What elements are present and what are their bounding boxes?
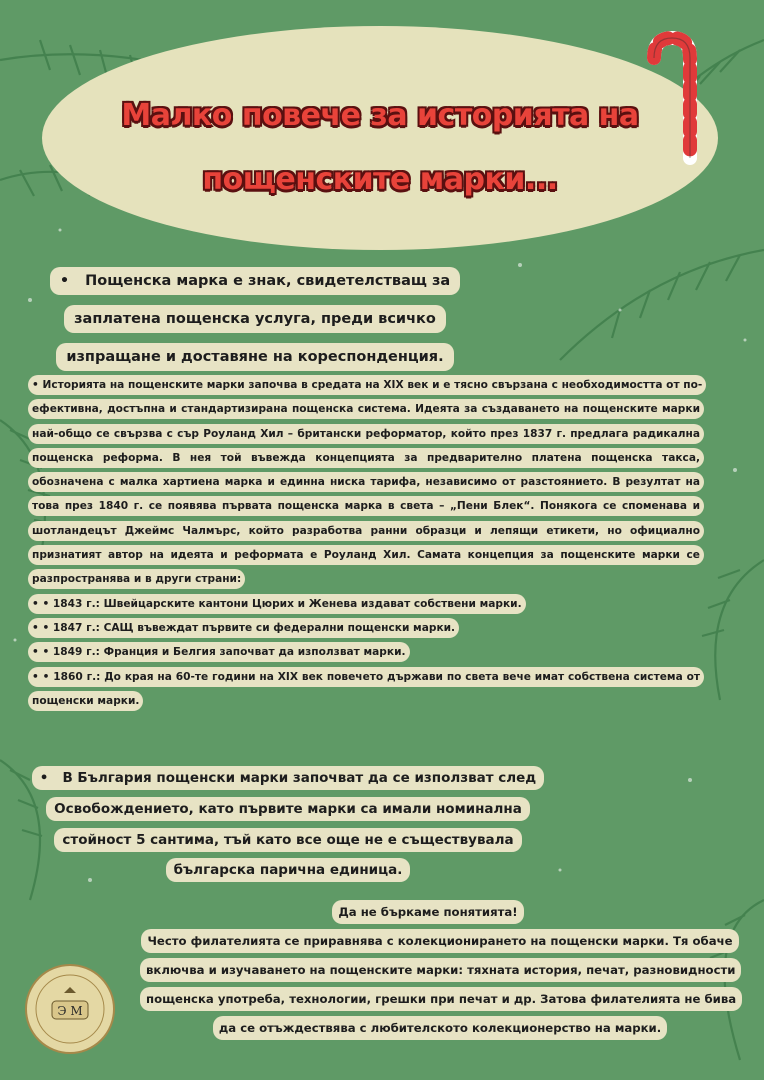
bulgaria-box [28, 763, 548, 886]
intro-box [30, 262, 480, 376]
history-bullet: • [32, 379, 39, 391]
seal-letters: Э М [57, 1004, 83, 1018]
note-box [140, 898, 740, 1043]
intro-text: Пощенска марка е знак, свидетелстващ за заплатена пощенска услуга, преди всичко изпращане и доставяне на кореспонденция. [66, 273, 451, 365]
timeline-item-1849: • • 1849 г.: Франция и Белгия започват да използват марки. [28, 642, 410, 662]
note-heading: Да не бъркаме понятията! [332, 900, 523, 924]
history-box [28, 373, 704, 713]
bulgaria-bullet: • [39, 770, 49, 786]
timeline-item-1843: • • 1843 г.: Швейцарските кантони Цюрих и Женева издават собствени марки. [28, 594, 526, 614]
candy-cane-icon [632, 28, 712, 168]
history-paragraph: Историята на пощенските марки започва в средата на XIX век и е тясно свързана с необходимостта от по-ефективна, достъпна и стандартизирана пощенска система. Идеята за създаването на пощенските марки най-общо се свързва с сър Роуланд Хил – британски реформатор, който през 1837 г. предлага радикална пощенска реформа. В нея той въвежда концепцията за предварително платена пощенска такса, обозначена с малка хартиена марка и единна ниска тарифа, независимо от разстоянието. В резултат на това през 1840 г. се появява първата пощенска марка в света – „Пени Блек“. Понякога се споменава и шотландецът Джеймс Чалмърс, който разработва ранни образци и лепящи етикети, но официално признатият автор на идеята и реформата е Роуланд Хил. Самата концепция за пощенските марки се разпространява и в други страни: [32, 379, 703, 586]
timeline-item-1860: • • 1860 г.: До края на 60-те години на XIX век повечето държави по света вече имат собствена система от пощенски марки. [28, 667, 704, 711]
timeline-item-1847: • • 1847 г.: САЩ въвеждат първите си федерални пощенски марки. [28, 618, 459, 638]
school-seal-logo [24, 963, 116, 1055]
bulgaria-text: В България пощенски марки започват да се използват след Освобождението, като първите марки са имали номинална стойност 5 сантима, тъй като все още не е съществувала българска парична единица. [54, 770, 537, 879]
intro-bullet: • [59, 273, 70, 289]
title-line-2: пощенските марки... [202, 162, 558, 197]
page-title [42, 84, 718, 212]
title-line-1: Малко повече за историята на [121, 98, 639, 133]
note-text: Често филателията се приравнява с колекционирането на пощенски марки. Тя обаче включва и изучаването на пощенските марки: тяхната история, печат, разновидности пощенска употреба, технологии, грешки при печат и др. Затова филателията не бива да се отъждествява с любителското колекционерство на марки. [140, 929, 742, 1040]
